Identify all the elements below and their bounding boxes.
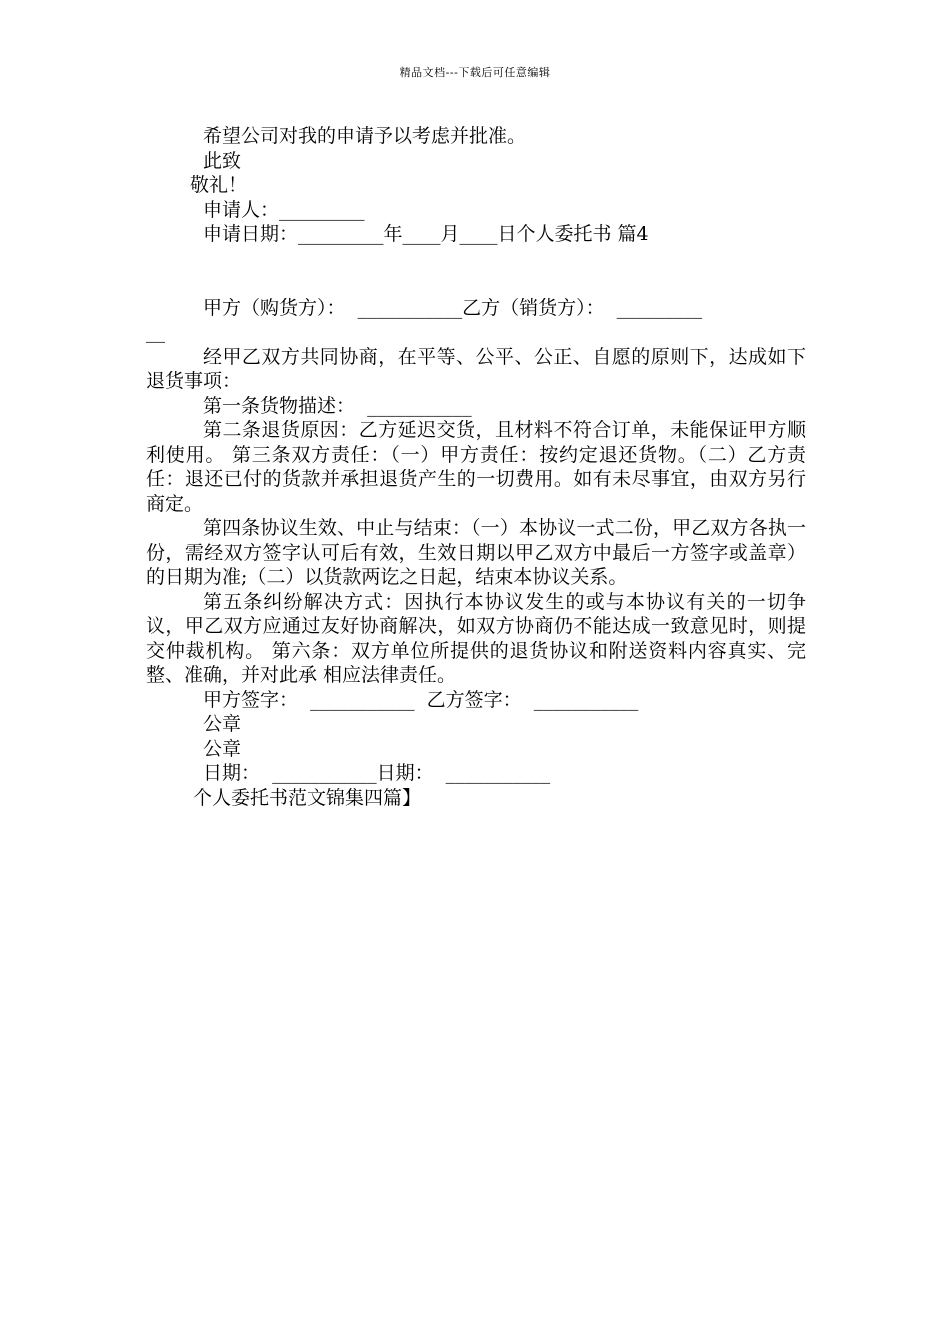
greeting-line-1: 此致 bbox=[203, 149, 242, 172]
closing-request-line: 希望公司对我的申请予以考虑并批准。 bbox=[203, 125, 527, 147]
seal-line-2: 公章 bbox=[203, 737, 242, 760]
greeting-line-2: 敬礼！ bbox=[190, 174, 248, 196]
dates-line: 日期： ___________日期： ___________ bbox=[203, 762, 551, 784]
intro-paragraph: 经甲乙双方共同协商，在平等、公平、公正、自愿的原则下，达成如下退货事项： bbox=[146, 345, 806, 392]
applicant-line: 申请人：_________ bbox=[203, 198, 365, 221]
seal-line-1: 公章 bbox=[203, 713, 242, 735]
article-5-6: 第五条纠纷解决方式：因执行本协议发生的或与本协议有关的一切争议，甲乙双方应通过友好协商解决，如双方协商仍不能达成一致意见时，则提交仲裁机构。 第六条：双方单位所提供的退货协议和附送资料内容真实、完整、准确，并对此承 相应法律责任。 bbox=[146, 590, 806, 686]
page-header: 精品文档---下载后可任意编辑 bbox=[399, 66, 551, 79]
apply-date-line: 申请日期：_________年____月____日个人委托书 篇4 bbox=[203, 223, 649, 245]
article-4: 第四条协议生效、中止与结束：（一）本协议一式二份，甲乙双方各执一份，需经双方签字认可后有效，生效日期以甲乙双方中最后一方签字或盖章）的日期为准;（二）以货款两讫之日起，结束本协议关系。 bbox=[146, 517, 806, 588]
parties-line: 甲方（购货方）： ___________乙方（销货方）： _________ bbox=[203, 296, 703, 319]
article-1: 第一条货物描述： ___________ bbox=[203, 394, 472, 417]
parties-line-tail: __ bbox=[146, 321, 165, 343]
document-body bbox=[146, 124, 806, 810]
article-2-3: 第二条退货原因：乙方延迟交货，且材料不符合订单，未能保证甲方顺利使用。 第三条双方责任：（一）甲方责任：按约定退还货物。（二）乙方责任：退还已付的货款并承担退货产生的一切费用。如有未尽事宜，由双方另行商定。 bbox=[146, 419, 806, 515]
spacer bbox=[146, 247, 806, 296]
signatures-line: 甲方签字： ___________ 乙方签字： ___________ bbox=[203, 688, 639, 711]
footer-title: 个人委托书范文锦集四篇】 bbox=[193, 786, 422, 809]
